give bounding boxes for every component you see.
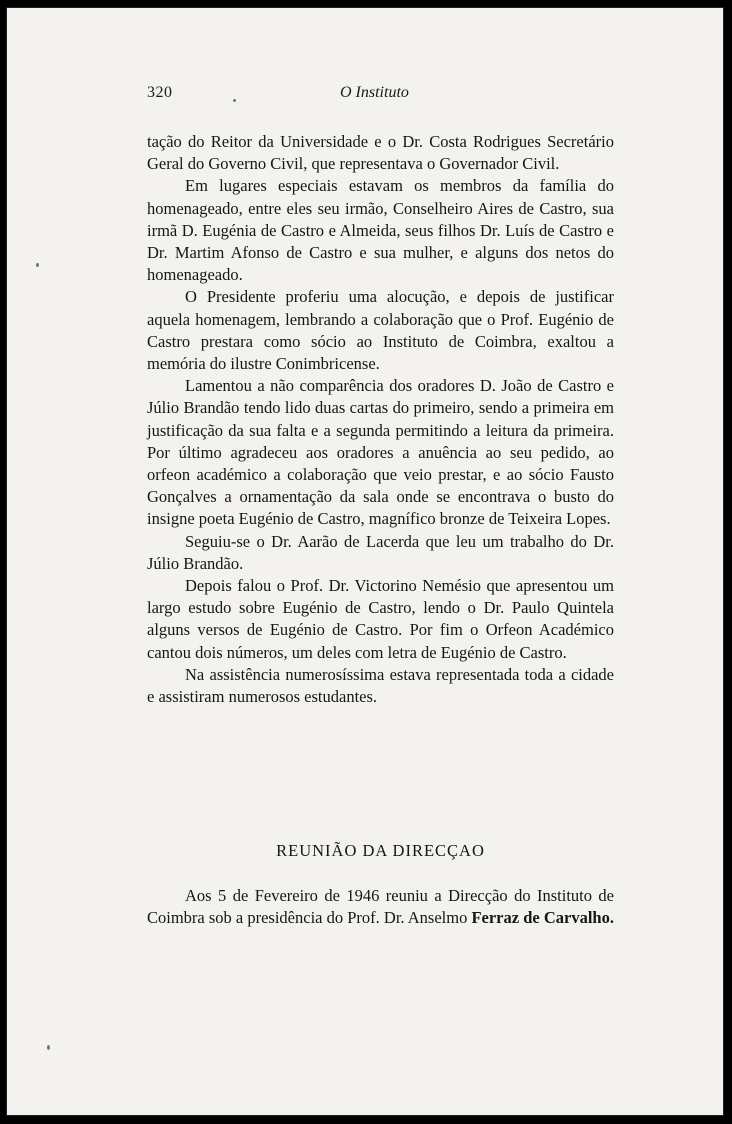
section-text	[147, 885, 614, 929]
paragraph: Na assistência numerosíssima estava representada toda a cidade e assistiram numerosos estudantes.	[147, 664, 614, 707]
paragraph: Lamentou a não comparência dos oradores D. João de Castro e Júlio Brandão tendo lido duas cartas do primeiro, sendo a primeira em justificação da sua falta e a segunda permitindo a leitura da primeira. Por último agradeceu aos oradores a anuência ao seu pedido, ao orfeon académico a colaboração que veio prestar, e ao sócio Fausto Gonçalves a ornamentação da sala onde se encontrava o busto do insigne poeta Eugénio de Castro, magnífico bronze de Teixeira Lopes.	[147, 376, 614, 529]
page-number: 320	[147, 84, 173, 101]
body-text	[147, 131, 614, 708]
running-title: O Instituto	[340, 84, 409, 101]
speck	[47, 1045, 50, 1050]
section-text-lead: Aos 5 de Fevereiro de 1946 reuniu a Direcção do Instituto de Coimbra sob a presidência do Prof. Dr. Anselmo	[147, 886, 614, 928]
section-text-bold: Ferraz de Carvalho.	[471, 908, 614, 928]
section-heading: REUNIÃO DA DIRECÇAO	[276, 841, 485, 860]
page-header	[147, 84, 614, 108]
paragraph: Depois falou o Prof. Dr. Victorino Nemésio que apresentou um largo estudo sobre Eugénio de Castro, lendo o Dr. Paulo Quintela alguns versos de Eugénio de Castro. Por fim o Orfeon Académico cantou dois números, um deles com letra de Eugénio de Castro.	[147, 576, 614, 662]
paragraph: Seguiu-se o Dr. Aarão de Lacerda que leu um trabalho do Dr. Júlio Brandão.	[147, 531, 614, 573]
paragraph: tação do Reitor da Universidade e o Dr. Costa Rodrigues Secretário Geral do Governo Civil, que representava o Governador Civil.	[147, 132, 614, 174]
section-paragraph	[147, 885, 614, 929]
speck	[36, 263, 39, 267]
paragraph: O Presidente proferiu uma alocução, e depois de justificar aquela homenagem, lembrando a colaboração que o Prof. Eugénio de Castro prestara como sócio ao Instituto de Coimbra, exaltou a memória do ilustre Conimbricense.	[147, 287, 614, 374]
paragraph: Em lugares especiais estavam os membros da família do homenageado, entre eles seu irmão, Conselheiro Aires de Castro, sua irmã D. Eugénia de Castro e Almeida, seus filhos Dr. Luís de Castro e Dr. Martim Afonso de Castro e sua mulher, e alguns dos netos do homenageado.	[147, 176, 614, 285]
